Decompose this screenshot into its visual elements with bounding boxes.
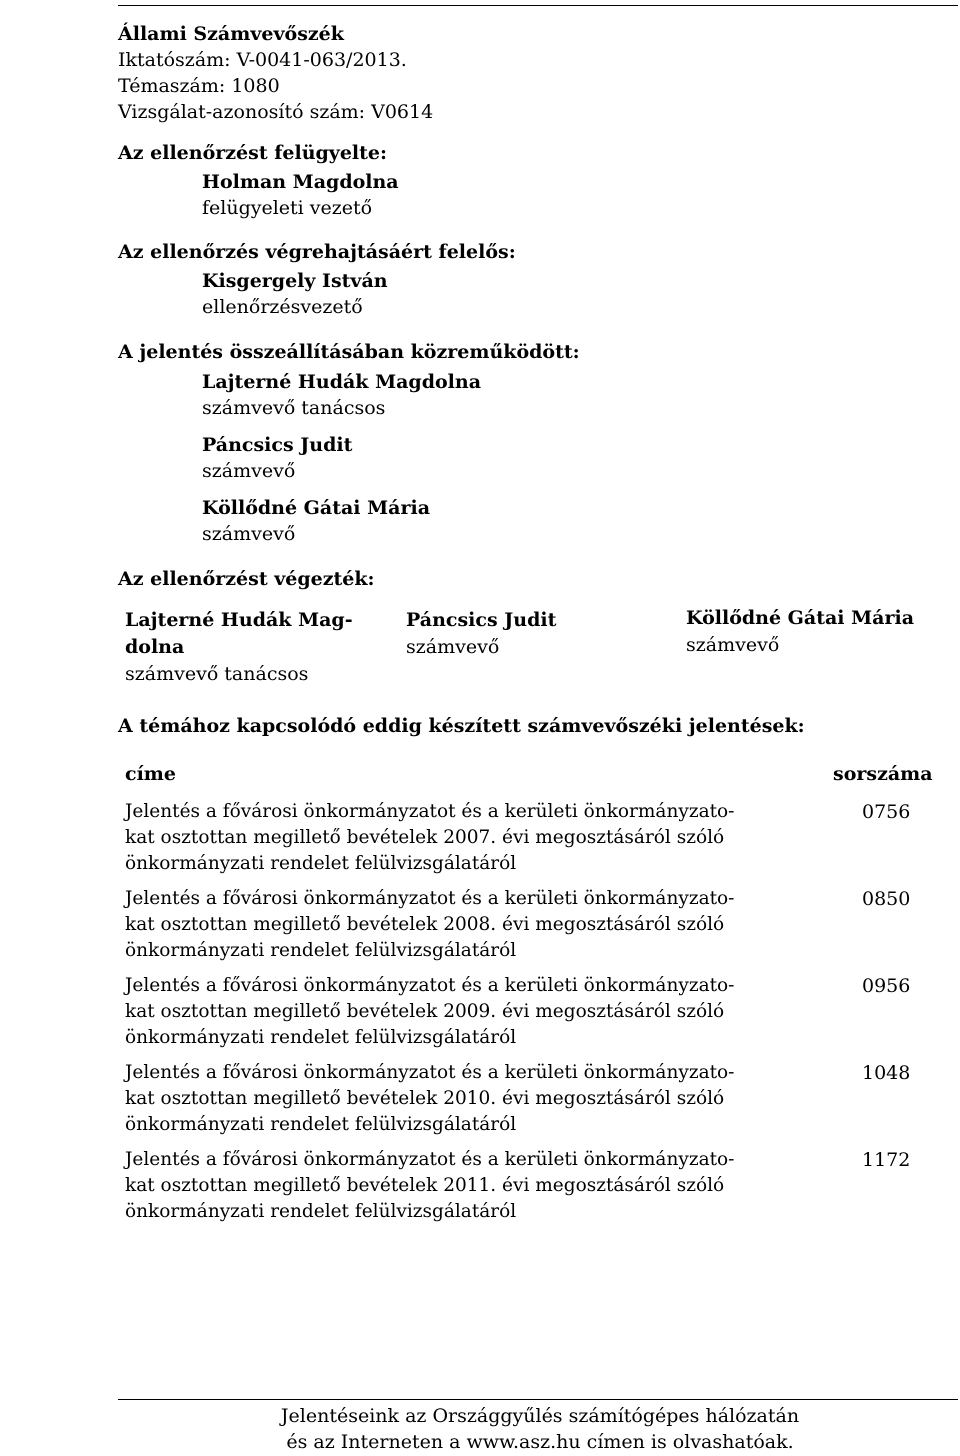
report-title-line: önkormányzati rendelet felülvizsgálatáról (125, 853, 517, 874)
report-title-line: Jelentés a fővárosi önkormányzatot és a kerületi önkormányzato- (125, 1149, 735, 1170)
auditor-name: Páncsics Judit (406, 609, 557, 631)
audit-id: Vizsgálat-azonosító szám: V0614 (118, 101, 434, 123)
report-title-line: Jelentés a fővárosi önkormányzatot és a kerületi önkormányzato- (125, 801, 735, 822)
footer-line: és az Interneten a www.asz.hu címen is olvashatóak. (286, 1431, 794, 1453)
auditor-role: számvevő tanácsos (125, 663, 309, 685)
report-title-line: Jelentés a fővárosi önkormányzatot és a kerületi önkormányzato- (125, 1062, 735, 1083)
report-number: 0956 (862, 975, 911, 997)
auditor-role: számvevő (686, 634, 780, 656)
contributor-name: Köllődné Gátai Mária (202, 497, 431, 519)
report-title-line: kat osztottan megillető bevételek 2011. évi megosztásáról szóló (125, 1175, 725, 1196)
top-rule (118, 5, 958, 6)
responsible-name: Kisgergely István (202, 270, 388, 292)
auditors-heading: Az ellenőrzést végezték: (118, 568, 375, 590)
report-title-line: önkormányzati rendelet felülvizsgálatáról (125, 940, 517, 961)
responsible-role: ellenőrzésvezető (202, 296, 363, 318)
report-title-line: kat osztottan megillető bevételek 2010. évi megosztásáról szóló (125, 1088, 725, 1109)
supervisor-role: felügyeleti vezető (202, 197, 373, 219)
contributor-role: számvevő (202, 460, 296, 482)
topic-number: Témaszám: 1080 (118, 75, 280, 97)
report-title-line: Jelentés a fővárosi önkormányzatot és a kerületi önkormányzato- (125, 888, 735, 909)
report-title-line: önkormányzati rendelet felülvizsgálatáról (125, 1201, 517, 1222)
report-title-line: kat osztottan megillető bevételek 2009. évi megosztásáról szóló (125, 1001, 725, 1022)
auditor-column (125, 607, 385, 688)
report-title (125, 799, 795, 877)
column-header-number: sorszáma (833, 763, 933, 785)
related-reports-heading: A témához kapcsolódó eddig készített számvevőszéki jelentések: (118, 715, 805, 737)
contributor-role: számvevő tanácsos (202, 397, 386, 419)
column-header-title: címe (125, 763, 176, 785)
report-title-line: önkormányzati rendelet felülvizsgálatáról (125, 1114, 517, 1135)
report-title (125, 886, 795, 964)
contributor-name: Lajterné Hudák Magdolna (202, 371, 482, 393)
report-title (125, 973, 795, 1051)
contributor-role: számvevő (202, 523, 296, 545)
auditor-name-line1: Lajterné Hudák Mag- (125, 609, 353, 631)
report-number: 1172 (862, 1149, 911, 1171)
auditor-role: számvevő (406, 636, 500, 658)
report-title-line: kat osztottan megillető bevételek 2007. évi megosztásáról szóló (125, 827, 725, 848)
footer-rule (118, 1399, 958, 1400)
report-title (125, 1147, 795, 1225)
document-header (118, 21, 433, 125)
report-title (125, 1060, 795, 1138)
report-title-line: kat osztottan megillető bevételek 2008. évi megosztásáról szóló (125, 914, 725, 935)
report-title-line: Jelentés a fővárosi önkormányzatot és a kerületi önkormányzato- (125, 975, 735, 996)
footer-line: Jelentéseink az Országgyűlés számítógépes hálózatán (280, 1405, 800, 1427)
auditor-column (406, 607, 666, 661)
org-name: Állami Számvevőszék (118, 23, 344, 45)
responsible-heading: Az ellenőrzés végrehajtásáért felelős: (118, 241, 516, 263)
contributor-name: Páncsics Judit (202, 434, 353, 456)
report-number: 0850 (862, 888, 911, 910)
report-number: 1048 (862, 1062, 911, 1084)
auditor-name-line2: dolna (125, 636, 185, 658)
supervisor-name: Holman Magdolna (202, 171, 399, 193)
report-number: 0756 (862, 801, 911, 823)
registry-number: Iktatószám: V-0041-063/2013. (118, 49, 407, 71)
supervised-heading: Az ellenőrzést felügyelte: (118, 142, 388, 164)
report-title-line: önkormányzati rendelet felülvizsgálatáról (125, 1027, 517, 1048)
auditor-name: Köllődné Gátai Mária (686, 607, 915, 629)
auditor-column (686, 605, 956, 659)
contributors-heading: A jelentés összeállításában közreműködött: (118, 341, 580, 363)
